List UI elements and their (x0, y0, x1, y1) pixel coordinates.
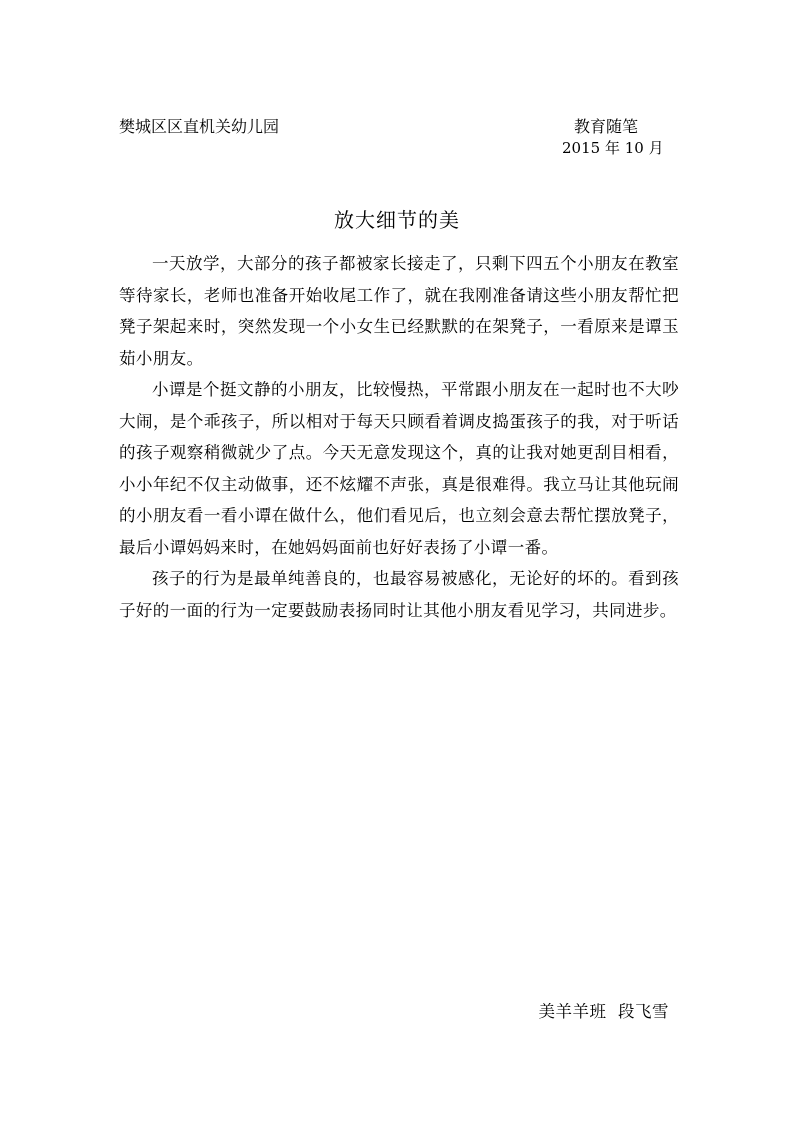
article-title: 放大细节的美 (334, 208, 460, 232)
paragraph-3: 孩子的行为是最单纯善良的，也最容易被感化，无论好的坏的。看到孩子好的一面的行为一定要鼓励表扬同时让其他小朋友看见学习，共同进步。 (119, 569, 679, 620)
paragraph-2: 小谭是个挺文静的小朋友，比较慢热，平常跟小朋友在一起时也不大吵大闹，是个乖孩子，所以相对于每天只顾看着调皮捣蛋孩子的我，对于听话的孩子观察稍微就少了点。今天无意发现这个，真的让我对她更刮目相看，小小年纪不仅主动做事，还不炫耀不声张，真是很难得。我立马让其他玩闹的小朋友看一看小谭在做什么，他们看见后，也立刻会意去帮忙摆放凳子，最后小谭妈妈来时，在她妈妈面前也好好表扬了小谭一番。 (119, 380, 679, 557)
document-category: 教育随笔 (574, 117, 639, 136)
document-date: 2015 年 10 月 (562, 139, 664, 157)
paragraph-1: 一天放学，大部分的孩子都被家长接走了，只剩下四五个小朋友在教室等待家长，老师也准备开始收尾工作了，就在我刚准备请这些小朋友帮忙把凳子架起来时，突然发现一个小女生已经默默的在架凳子，一看原来是谭玉茹小朋友。 (119, 254, 679, 368)
school-name: 樊城区区直机关幼儿园 (119, 117, 280, 136)
author-signature: 美羊羊班 段飞雪 (538, 1002, 669, 1021)
article-body (119, 248, 679, 626)
